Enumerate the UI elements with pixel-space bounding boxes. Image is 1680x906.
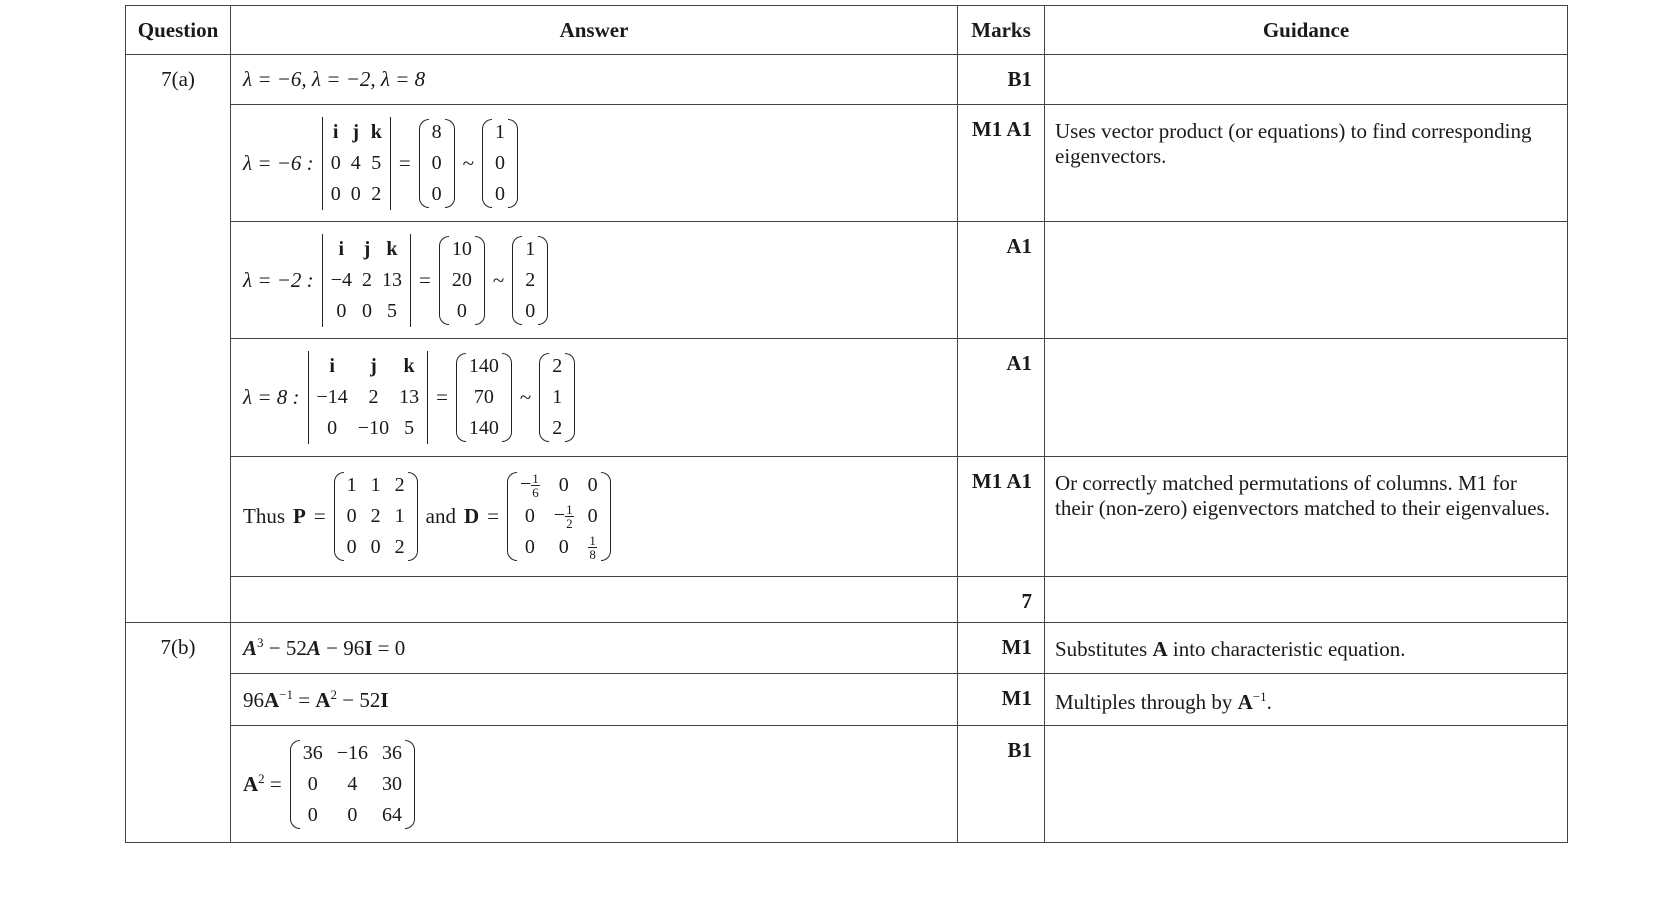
table-row: 7(b) $A^3 - 52A - 96I = 0$ M1 Substitutes A into characteristic equation.: [126, 623, 1568, 674]
table-row: λ = 8 : i j k −14 2 13 0 −10 5 = 140 70 140 ~ 2 1 2 A1: [126, 339, 1568, 457]
total-marks: 7: [958, 577, 1045, 623]
lambda-label: λ = −6 :: [243, 150, 314, 175]
table-row: [126, 55, 1568, 105]
vector: 10 20 0: [439, 234, 485, 327]
lambda-label: λ = 8 :: [243, 385, 300, 409]
marks-cell: A1: [958, 339, 1045, 457]
table-row: $96A^{-1} = A^2 - 52I$ M1 Multiples through by $A^{-1}$.: [126, 674, 1568, 726]
determinant: i j k −14 2 13 0 −10 5: [308, 351, 429, 444]
total-row: [126, 577, 1568, 623]
marks-cell: M1 A1: [958, 105, 1045, 222]
question-label: 7(b): [126, 623, 231, 843]
matrix-a-squared: 36 −16 36 0 4 30 0 0 64: [290, 738, 415, 831]
table-row: $A^2$ = 36 −16 36 0 4 30 0 0 64 B1: [126, 726, 1568, 843]
eigenvector: 1 2 0: [512, 234, 548, 327]
header-question: Question: [126, 6, 231, 55]
marks-cell: A1: [958, 222, 1045, 339]
question-label: 7(a): [126, 55, 231, 623]
guidance-text: Uses vector product (or equations) to find corresponding eigenvectors.: [1045, 105, 1568, 222]
marks-cell: M1: [958, 674, 1045, 726]
matrix-p: 1 1 2 0 2 1 0 0 2: [334, 470, 418, 563]
marks-cell: B1: [958, 55, 1045, 105]
eigenvector: 2 1 2: [539, 351, 575, 444]
header-answer: Answer: [231, 6, 958, 55]
guidance-text: Multiples through by $A^{-1}$.: [1045, 674, 1568, 726]
eigenvalues: λ = −6, λ = −2, λ = 8: [243, 67, 426, 91]
marks-cell: M1: [958, 623, 1045, 674]
guidance-text: Or correctly matched permutations of columns. M1 for their (non-zero) eigenvectors matched to their eigenvalues.: [1045, 457, 1568, 577]
eigenvector: 1 0 0: [482, 117, 518, 210]
matrix-d: − $\frac{1}{6}$ 0 0 0 − $\frac{1}{2}$ 0 0 0 $\frac{1}{8}$: [507, 470, 611, 563]
header-guidance: Guidance: [1045, 6, 1568, 55]
guidance-text: Substitutes A into characteristic equation.: [1045, 623, 1568, 674]
mark-scheme-table: [125, 5, 1568, 843]
determinant: i j k −4 2 13 0 0 5: [322, 234, 411, 327]
table-row: Thus P = 1 1 2 0 2 1 0 0 2 and D = − $\frac{1}{6}$ 0 0 0 − $\frac{1}{2}$ 0 0 0 $\frac{1}{8}$ M1 A1 Or correctly matched permutations of columns. M1 for their (non-zero) eigenvectors matched to their eigenvalues.: [126, 457, 1568, 577]
marks-cell: B1: [958, 726, 1045, 843]
table-row: λ = −6 : i j k 0 4 5 0 0 2 = 8 0 0 ~ 1 0 0 M1 A1 Uses vector product (or equations) to find corresponding eigenvectors.: [126, 105, 1568, 222]
vector: 8 0 0: [419, 117, 455, 210]
lambda-label: λ = −2 :: [243, 267, 314, 292]
determinant: i j k 0 4 5 0 0 2: [322, 117, 391, 210]
marks-cell: M1 A1: [958, 457, 1045, 577]
header-marks: Marks: [958, 6, 1045, 55]
table-row: λ = −2 : i j k −4 2 13 0 0 5 = 10 20 0 ~ 1 2 0 A1: [126, 222, 1568, 339]
header-row: [126, 6, 1568, 55]
vector: 140 70 140: [456, 351, 512, 444]
